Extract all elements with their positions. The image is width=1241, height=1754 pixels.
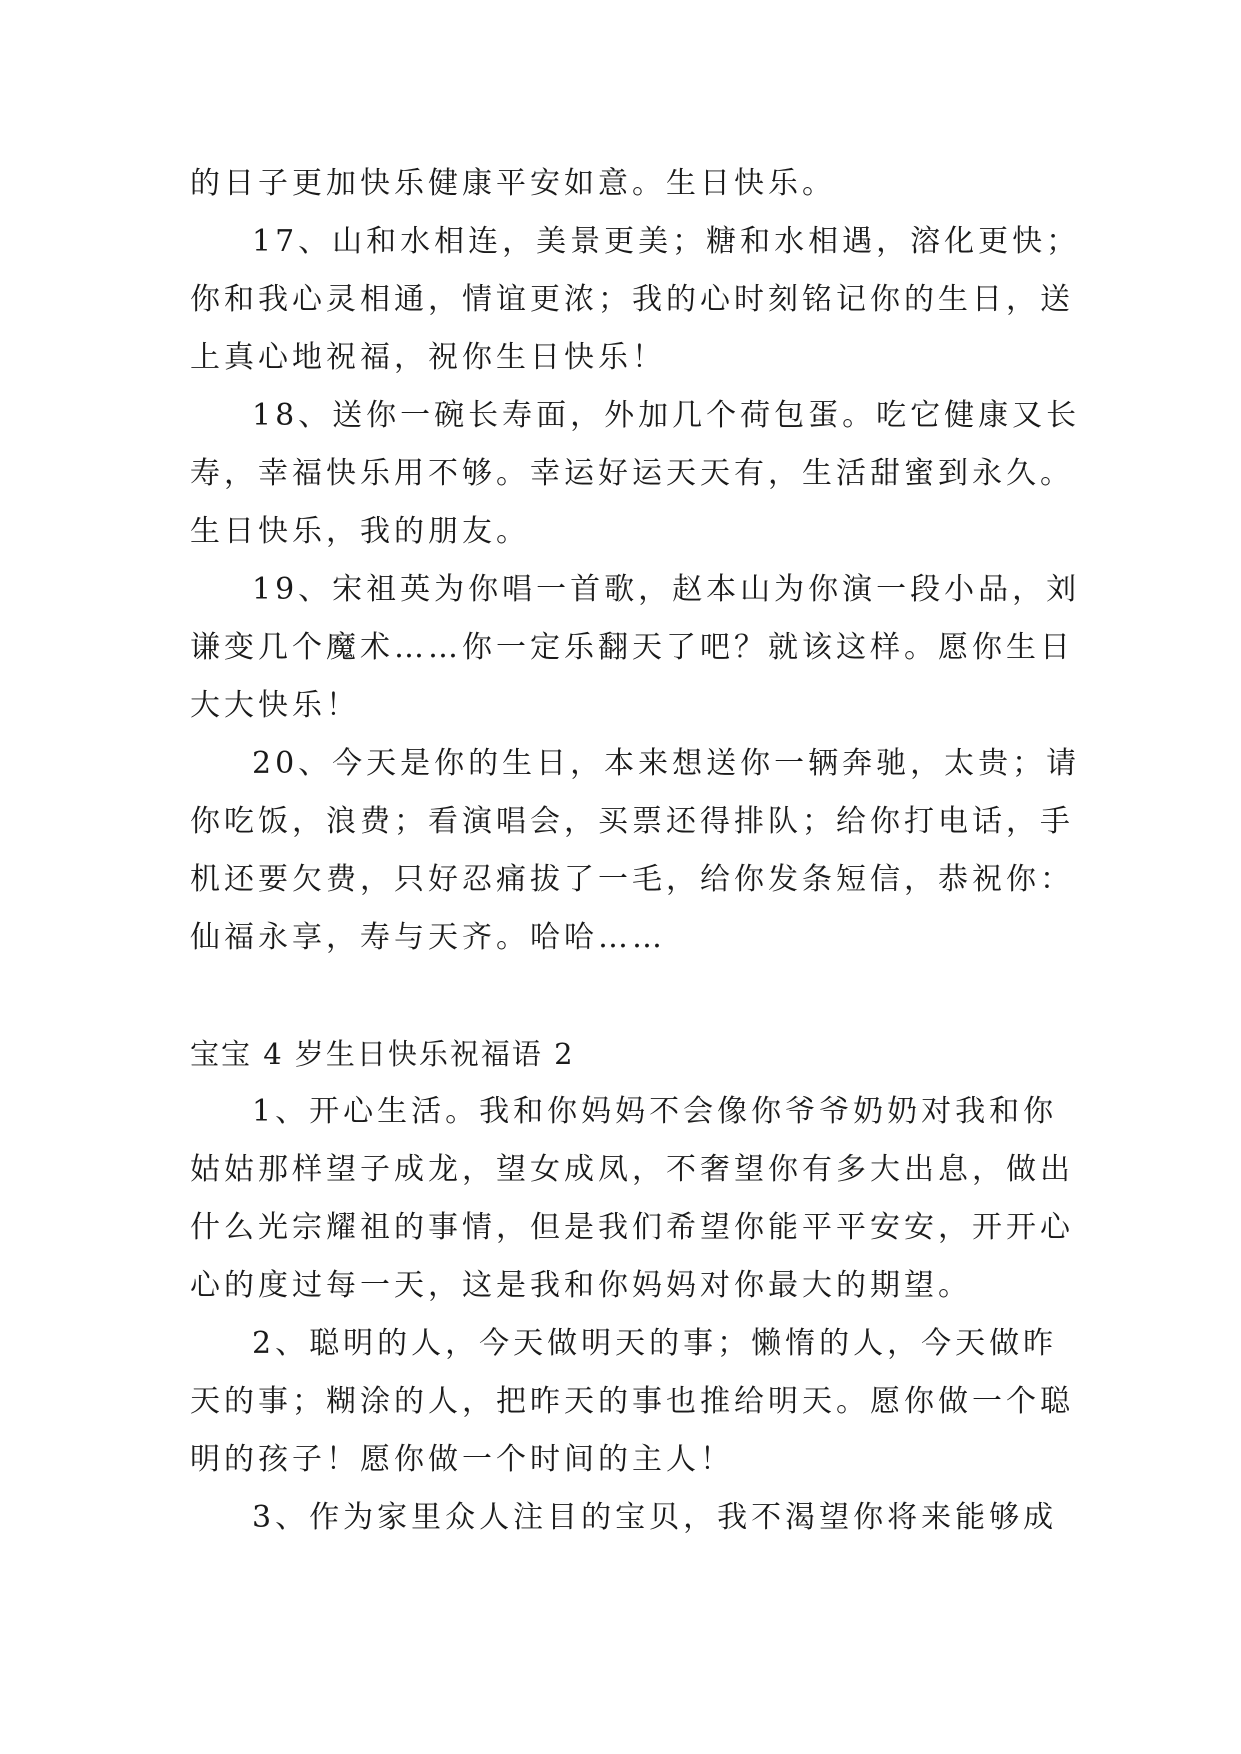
paragraph-line: 19、宋祖英为你唱一首歌，赵本山为你演一段小品，刘 bbox=[252, 572, 1081, 607]
paragraph-line: 生日快乐，我的朋友。 bbox=[190, 514, 530, 549]
section-title: 宝宝 4 岁生日快乐祝福语 2 bbox=[190, 1037, 575, 1071]
paragraph-line: 你吃饭，浪费；看演唱会，买票还得排队；给你打电话，手 bbox=[190, 804, 1074, 839]
paragraph-line: 谦变几个魔术……你一定乐翻天了吧？就该这样。愿你生日 bbox=[190, 630, 1074, 665]
wish-paragraph-19 bbox=[190, 561, 1081, 735]
paragraph-line: 心的度过每一天，这是我和你妈妈对你最大的期望。 bbox=[190, 1268, 972, 1303]
paragraph-line: 18、送你一碗长寿面，外加几个荷包蛋。吃它健康又长 bbox=[252, 398, 1081, 433]
wish-paragraph-17 bbox=[190, 213, 1081, 387]
paragraph-line: 仙福永享，寿与天齐。哈哈…… bbox=[190, 920, 666, 955]
wish-paragraph-1 bbox=[190, 1083, 1074, 1315]
paragraph-line: 你和我心灵相通，情谊更浓；我的心时刻铭记你的生日，送 bbox=[190, 282, 1074, 317]
wish-paragraph-2 bbox=[190, 1315, 1074, 1489]
paragraph-line: 大大快乐！ bbox=[190, 688, 360, 723]
section-spacer bbox=[190, 967, 1050, 1025]
document-page bbox=[190, 155, 1081, 1547]
paragraph-line: 天的事；糊涂的人，把昨天的事也推给明天。愿你做一个聪 bbox=[190, 1384, 1074, 1419]
wish-paragraph-3 bbox=[190, 1489, 1058, 1547]
paragraph-line: 17、山和水相连，美景更美；糖和水相遇，溶化更快； bbox=[252, 224, 1081, 259]
paragraph-line: 1、开心生活。我和你妈妈不会像你爷爷奶奶对我和你 bbox=[252, 1094, 1058, 1129]
paragraph-line: 寿，幸福快乐用不够。幸运好运天天有，生活甜蜜到永久。 bbox=[190, 456, 1074, 491]
paragraph-line: 什么光宗耀祖的事情，但是我们希望你能平平安安，开开心 bbox=[190, 1210, 1074, 1245]
paragraph-line: 2、聪明的人，今天做明天的事；懒惰的人，今天做昨 bbox=[252, 1326, 1058, 1361]
intro-line: 的日子更加快乐健康平安如意。生日快乐。 bbox=[190, 166, 836, 201]
wish-paragraph-18 bbox=[190, 387, 1081, 561]
paragraph-line: 明的孩子！愿你做一个时间的主人！ bbox=[190, 1442, 734, 1477]
paragraph-line: 姑姑那样望子成龙，望女成凤，不奢望你有多大出息，做出 bbox=[190, 1152, 1074, 1187]
paragraph-line: 机还要欠费，只好忍痛拔了一毛，给你发条短信，恭祝你： bbox=[190, 862, 1074, 897]
paragraph-line: 20、今天是你的生日，本来想送你一辆奔驰，太贵；请 bbox=[252, 746, 1081, 781]
paragraph-line: 3、作为家里众人注目的宝贝，我不渴望你将来能够成 bbox=[252, 1500, 1058, 1535]
paragraph-line: 上真心地祝福，祝你生日快乐！ bbox=[190, 340, 666, 375]
wish-paragraph-20 bbox=[190, 735, 1081, 967]
